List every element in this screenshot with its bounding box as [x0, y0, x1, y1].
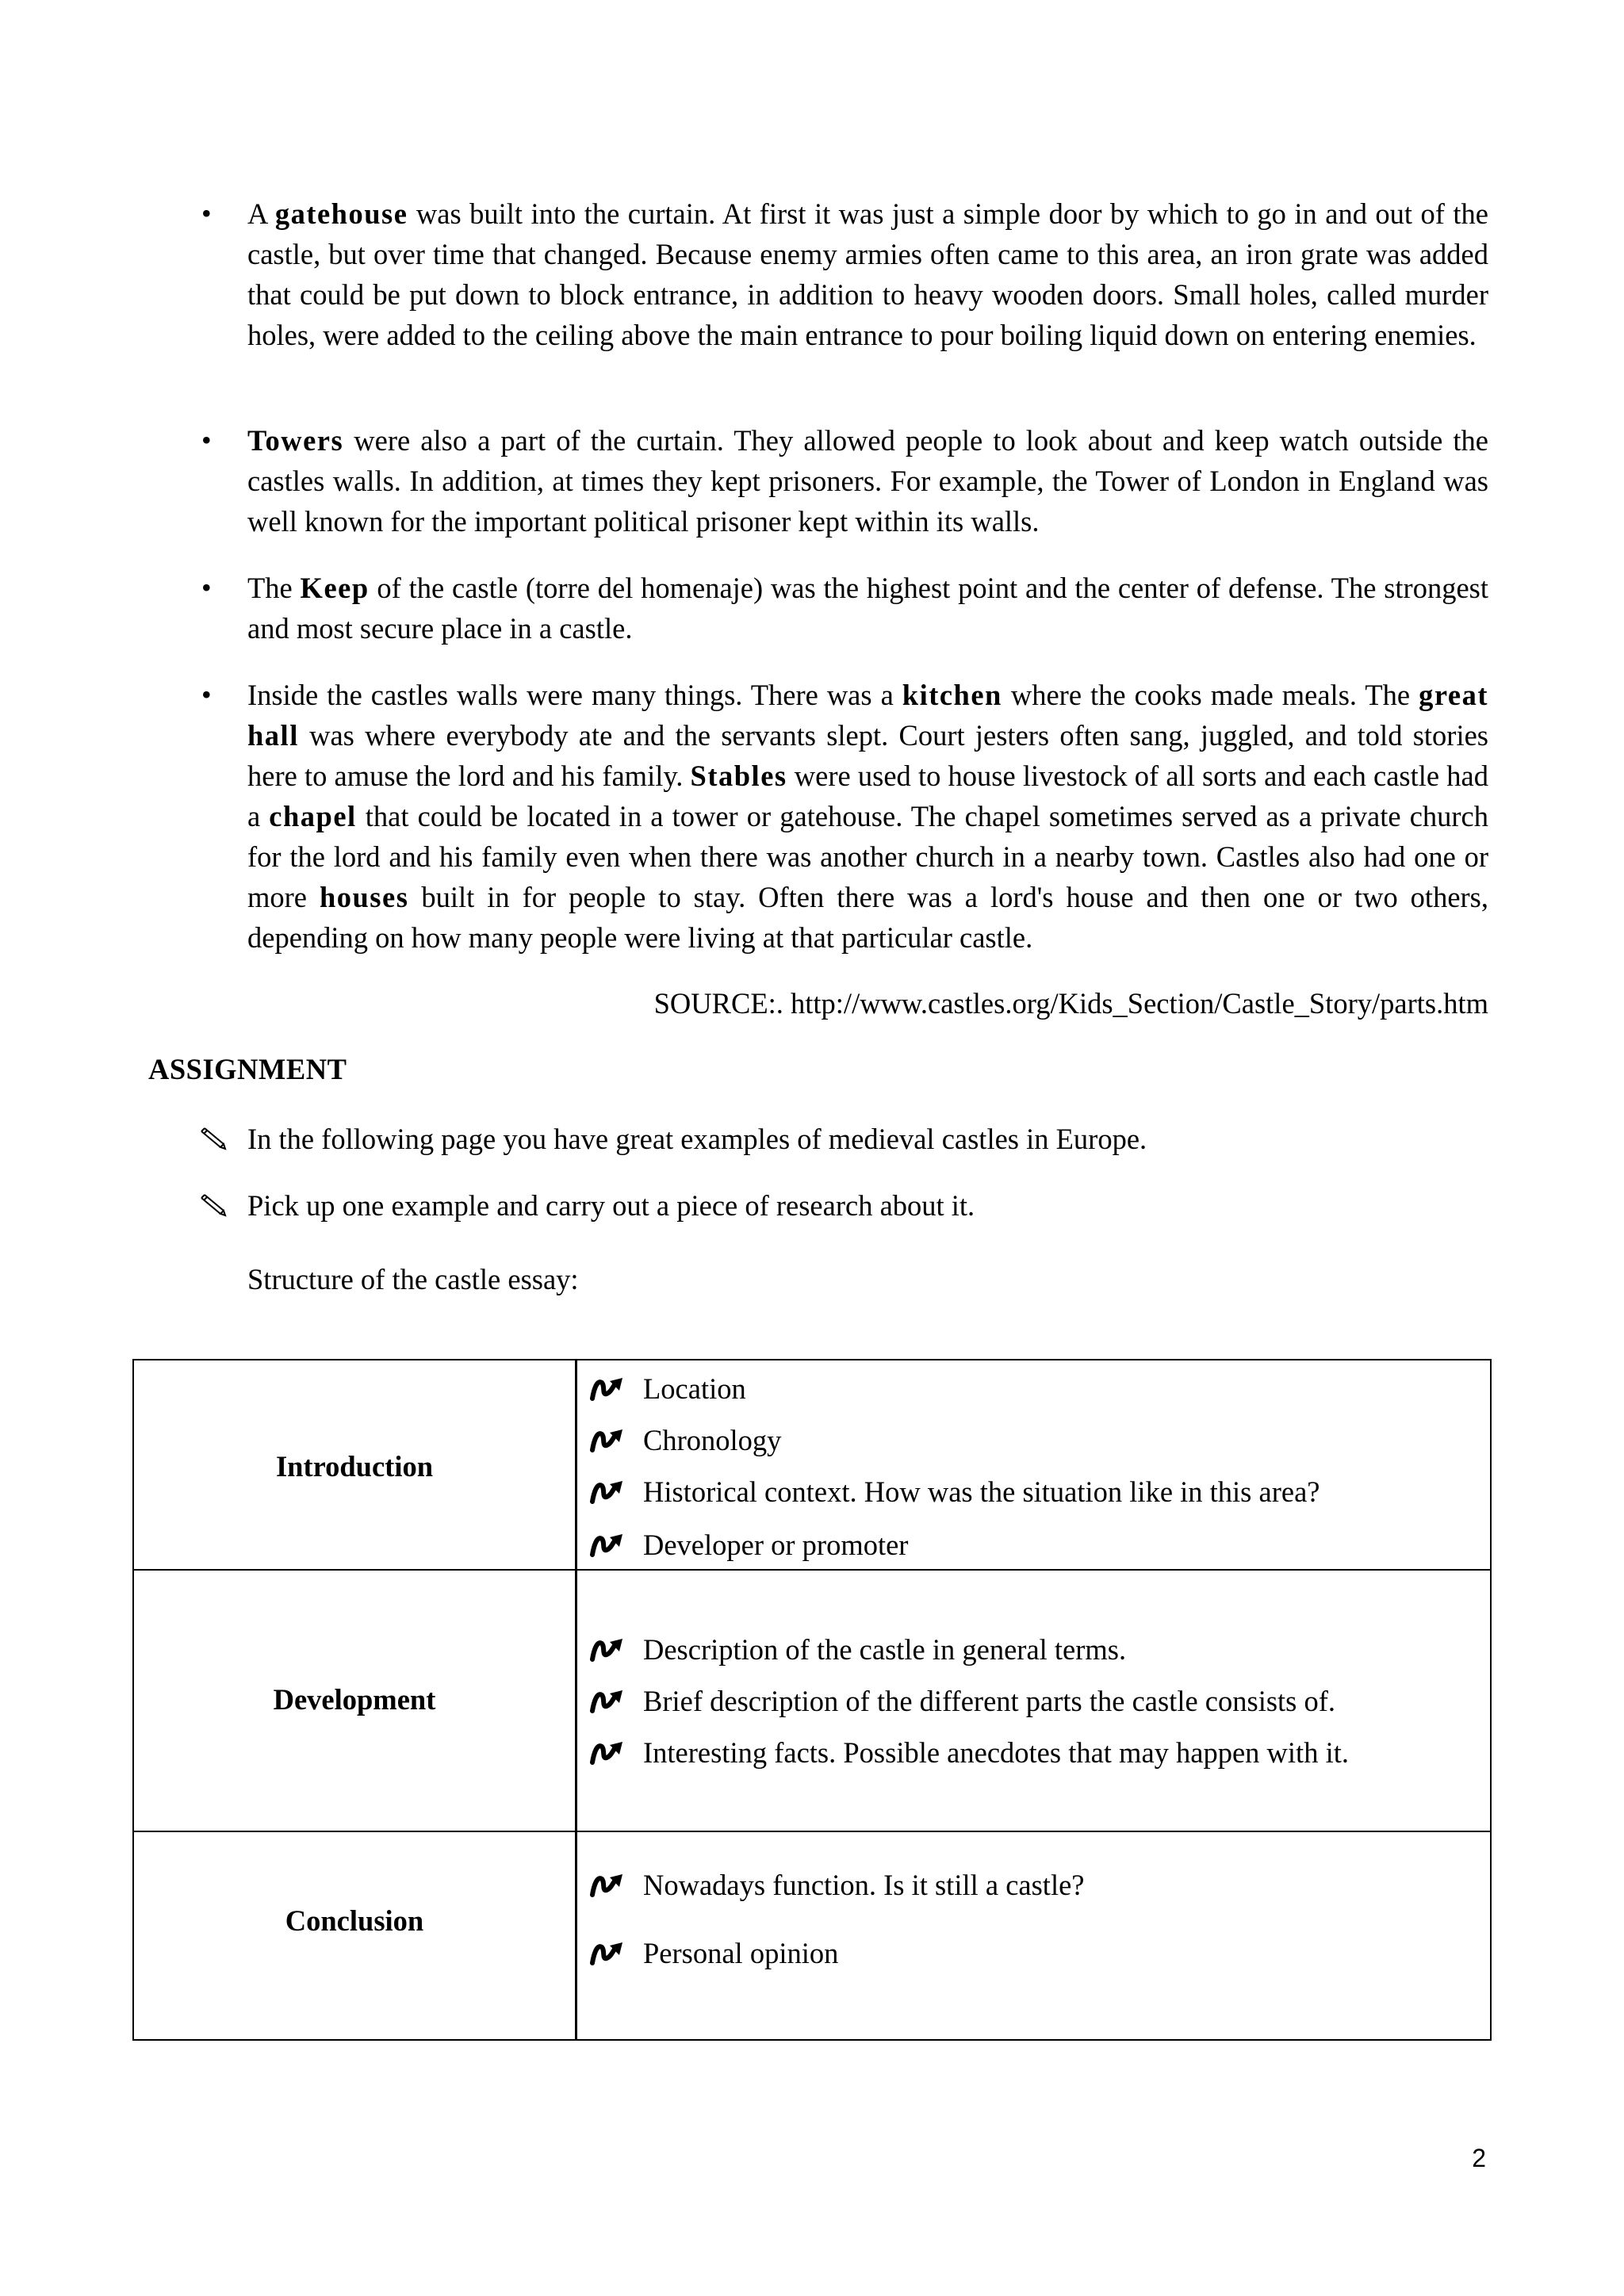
bold-term: great hall [247, 679, 1488, 752]
column-divider [575, 1571, 577, 1831]
curved-arrow-icon [588, 1426, 627, 1456]
text-run: The [247, 572, 301, 604]
curved-arrow-icon [588, 1531, 627, 1561]
curved-arrow-icon [588, 1375, 627, 1405]
curved-arrow-icon [588, 1939, 627, 1969]
bold-term: Keep [300, 572, 370, 604]
text-run: of the castle (torre del homenaje) was the highest point and the center of defense. The strongest and most secure place in a castle. [247, 572, 1489, 645]
task-text: In the following page you have great examples of medieval castles in Europe. [247, 1123, 1147, 1155]
bullet-keep [201, 568, 1489, 649]
bold-term: Towers [247, 424, 344, 457]
list-item: Chronology [643, 1423, 781, 1457]
row-heading: Conclusion [285, 1904, 424, 1937]
list-item: Nowadays function. Is it still a castle? [643, 1868, 1084, 1902]
list-item: Historical context. How was the situation like in this area? [643, 1475, 1320, 1509]
bullet-dot-icon: • [201, 197, 212, 229]
bold-term: chapel [269, 800, 357, 832]
column-divider [575, 1360, 577, 1569]
text-run: Inside the castles walls were many things. There was a [247, 679, 902, 711]
text-run: A [247, 197, 275, 230]
task-item [247, 1185, 975, 1226]
page-number: 2 [1472, 2144, 1486, 2172]
bullet-dot-icon: • [201, 679, 212, 710]
table-row-introduction [134, 1360, 1490, 1571]
bold-term: houses [319, 881, 409, 913]
column-divider [575, 1832, 577, 2040]
task-item [247, 1119, 1147, 1159]
bullet-towers [201, 420, 1488, 541]
text-run: where the cooks made meals. The [1002, 679, 1419, 711]
essay-structure-table [132, 1359, 1492, 2041]
pencil-icon [197, 1122, 228, 1154]
bold-term: kitchen [902, 679, 1002, 711]
pencil-icon [197, 1188, 228, 1220]
list-item: Location [643, 1372, 746, 1406]
bullet-dot-icon: • [201, 572, 212, 603]
list-item: Description of the castle in general terms. [643, 1632, 1126, 1667]
list-item: Interesting facts. Possible anecdotes that may happen with it. [643, 1735, 1349, 1770]
curved-arrow-icon [588, 1739, 627, 1769]
text-run: was built into the curtain. At first it was just a simple door by which to go in and out of the castle, but over time that changed. Because enemy armies often came to this area, an iron grate was added that could be put down to block entrance, in addition to heavy wooden doors. Small holes, called murder holes, were added to the ceiling above the main entrance to pour boiling liquid down on entering enemies. [247, 197, 1488, 351]
list-item: Brief description of the different parts the castle consists of. [643, 1684, 1335, 1718]
curved-arrow-icon [588, 1871, 627, 1901]
table-row-conclusion [134, 1832, 1490, 2040]
row-heading: Development [273, 1683, 436, 1716]
structure-label: Structure of the castle essay: [247, 1263, 579, 1295]
text-run: built in for people to stay. Often there was a lord's house and then one or two others, depending on how many people were living at that particular castle. [247, 881, 1489, 954]
bold-term: Stables [690, 760, 787, 792]
task-text: Pick up one example and carry out a piece of research about it. [247, 1189, 975, 1222]
curved-arrow-icon [588, 1478, 627, 1508]
bold-term: gatehouse [274, 197, 408, 230]
table-row-development [134, 1571, 1490, 1832]
list-item: Developer or promoter [643, 1528, 908, 1562]
text-run: was where everybody ate and the servants slept. Court jesters often sang, juggled, and told stories here to amuse the lord and his family. [247, 719, 1488, 792]
text-run: were used to house livestock of all sorts and each castle had a [247, 760, 1488, 832]
bullet-inside-walls [201, 675, 1489, 958]
curved-arrow-icon [588, 1687, 627, 1717]
text-run: that could be located in a tower or gatehouse. The chapel sometimes served as a private church for the lord and his family even when there was another church in a nearby town. Castles also had one or more [247, 800, 1488, 913]
bullet-gatehouse [201, 193, 1488, 355]
assignment-heading: ASSIGNMENT [148, 1053, 347, 1085]
row-heading: Introduction [275, 1450, 434, 1483]
bullet-dot-icon: • [201, 424, 212, 456]
text-run: were also a part of the curtain. They allowed people to look about and keep watch outside the castles walls. In addition, at times they kept prisoners. For example, the Tower of London in England was well known for the important political prisoner kept within its walls. [247, 424, 1488, 538]
curved-arrow-icon [588, 1636, 627, 1666]
list-item: Personal opinion [643, 1936, 838, 1970]
source-citation: SOURCE:. http://www.castles.org/Kids_Section/Castle_Story/parts.htm [653, 987, 1488, 1020]
